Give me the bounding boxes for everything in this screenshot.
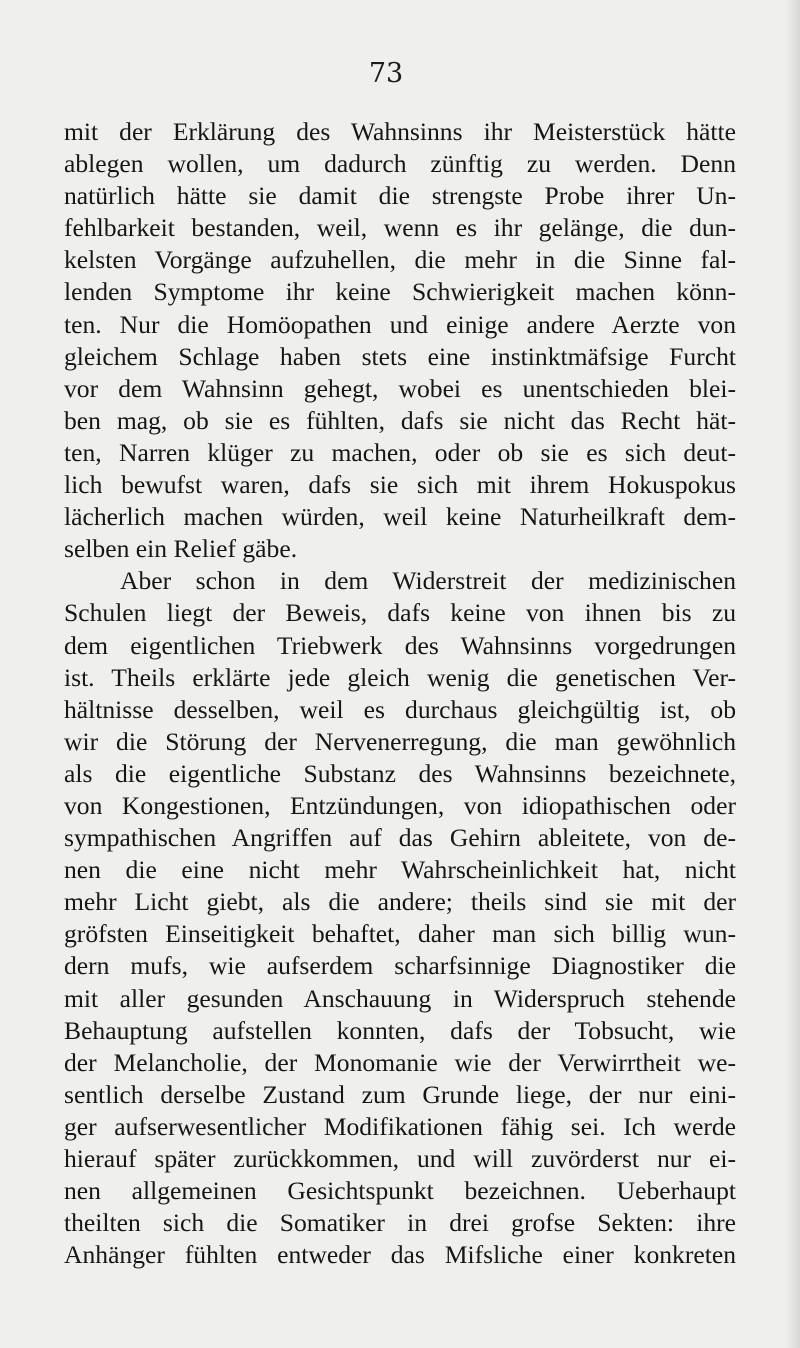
paragraph-end-line: selben ein Relief gäbe.: [64, 534, 298, 564]
page-body-text: [64, 116, 736, 1271]
text-line: ten. Nur die Homöopathen und einige andere Aerzte von: [64, 309, 736, 339]
text-line: mehr Licht giebt, als die andere; theils sind sie mit der: [64, 887, 736, 917]
text-line: nen allgemeinen Gesichtspunkt bezeichnen. Ueberhaupt: [64, 1176, 736, 1206]
text-line: hältnisse desselben, weil es durchaus gleichgültig ist, ob: [64, 694, 736, 724]
text-line: der Melancholie, der Monomanie wie der Verwirrtheit we-: [64, 1047, 736, 1077]
text-line: ablegen wollen, um dadurch zünftig zu werden. Denn: [64, 149, 736, 179]
text-line: natürlich hätte sie damit die strengste Probe ihrer Un-: [64, 181, 736, 211]
page-edge-shadow: [786, 0, 800, 1348]
text-line: sympathischen Angriffen auf das Gehirn ableitete, von de-: [64, 823, 736, 853]
text-line: sentlich derselbe Zustand zum Grunde liege, der nur eini-: [64, 1079, 736, 1109]
text-line: ger aufserwesentlicher Modifikationen fähig sei. Ich werde: [64, 1111, 736, 1141]
text-line: ben mag, ob sie es fühlten, dafs sie nicht das Recht hät-: [64, 405, 736, 435]
text-line: Anhänger fühlten entweder das Mifsliche einer konkreten: [64, 1240, 736, 1270]
text-line: hierauf später zurückkommen, und will zuvörderst nur ei-: [64, 1144, 736, 1173]
paragraph-start-line: Aber schon in dem Widerstreit der medizinischen: [120, 566, 736, 596]
text-line: mit der Erklärung des Wahnsinns ihr Meisterstück hätte: [64, 117, 736, 146]
text-line: ten, Narren klüger zu machen, oder ob sie es sich deut-: [64, 437, 736, 467]
text-line: lich bewufst waren, dafs sie sich mit ihrem Hokuspokus: [64, 470, 736, 500]
text-line: fehlbarkeit bestanden, weil, wenn es ihr gelänge, die dun-: [64, 213, 736, 243]
text-line: ist. Theils erklärte jede gleich wenig die genetischen Ver-: [64, 662, 736, 692]
text-line: wir die Störung der Nervenerregung, die man gewöhnlich: [64, 726, 736, 756]
text-line: gröfsten Einseitigkeit behaftet, daher man sich billig wun-: [64, 919, 736, 949]
text-line: theilten sich die Somatiker in drei grofse Sekten: ihre: [64, 1208, 736, 1238]
text-line: lenden Symptome ihr keine Schwierigkeit machen könn-: [64, 277, 736, 307]
text-line: Schulen liegt der Beweis, dafs keine von ihnen bis zu: [64, 598, 736, 628]
text-line: gleichem Schlage haben stets eine instinktmäfsige Furcht: [64, 341, 736, 371]
text-line: als die eigentliche Substanz des Wahnsinns bezeichnete,: [64, 758, 736, 788]
text-line: kelsten Vorgänge aufzuhellen, die mehr in die Sinne fal-: [64, 245, 736, 275]
text-line: mit aller gesunden Anschauung in Widerspruch stehende: [64, 983, 736, 1013]
text-line: nen die eine nicht mehr Wahrscheinlichkeit hat, nicht: [64, 855, 736, 885]
text-line: dem eigentlichen Triebwerk des Wahnsinns vorgedrungen: [64, 630, 736, 660]
text-line: dern mufs, wie aufserdem scharfsinnige Diagnostiker die: [64, 951, 736, 981]
text-line: Behauptung aufstellen konnten, dafs der Tobsucht, wie: [64, 1015, 736, 1045]
text-line: lächerlich machen würden, weil keine Naturheilkraft dem-: [64, 502, 736, 532]
text-line: vor dem Wahnsinn gehegt, wobei es unentschieden blei-: [64, 373, 736, 403]
page-number: 73: [368, 58, 404, 89]
text-line: von Kongestionen, Entzündungen, von idiopathischen oder: [64, 790, 736, 820]
